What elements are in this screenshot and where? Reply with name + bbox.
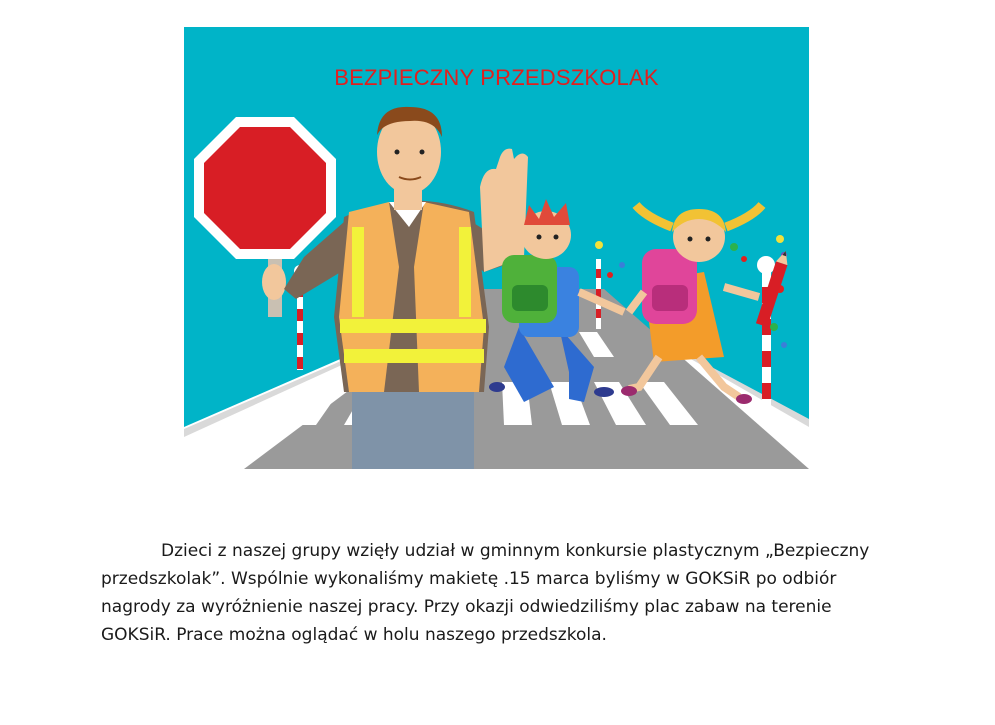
poster-title: BEZPIECZNY PRZEDSZKOLAK	[334, 65, 659, 90]
article-paragraph: Dzieci z naszej grupy wzięły udział w gminnym konkursie plastycznym „Bezpieczny przedszkolak”. Wspólnie wykonaliśmy makietę .15 marca byliśmy w GOKSiR po odbiór nagrody za wyróżnienie naszej pracy. Przy okazji odwiedziliśmy plac zabaw na terenie GOKSiR. Prace można oglądać w holu naszego przedszkola.	[101, 541, 870, 645]
article-body	[101, 537, 901, 649]
poster-scene	[184, 27, 809, 469]
poster-illustration	[184, 27, 809, 469]
